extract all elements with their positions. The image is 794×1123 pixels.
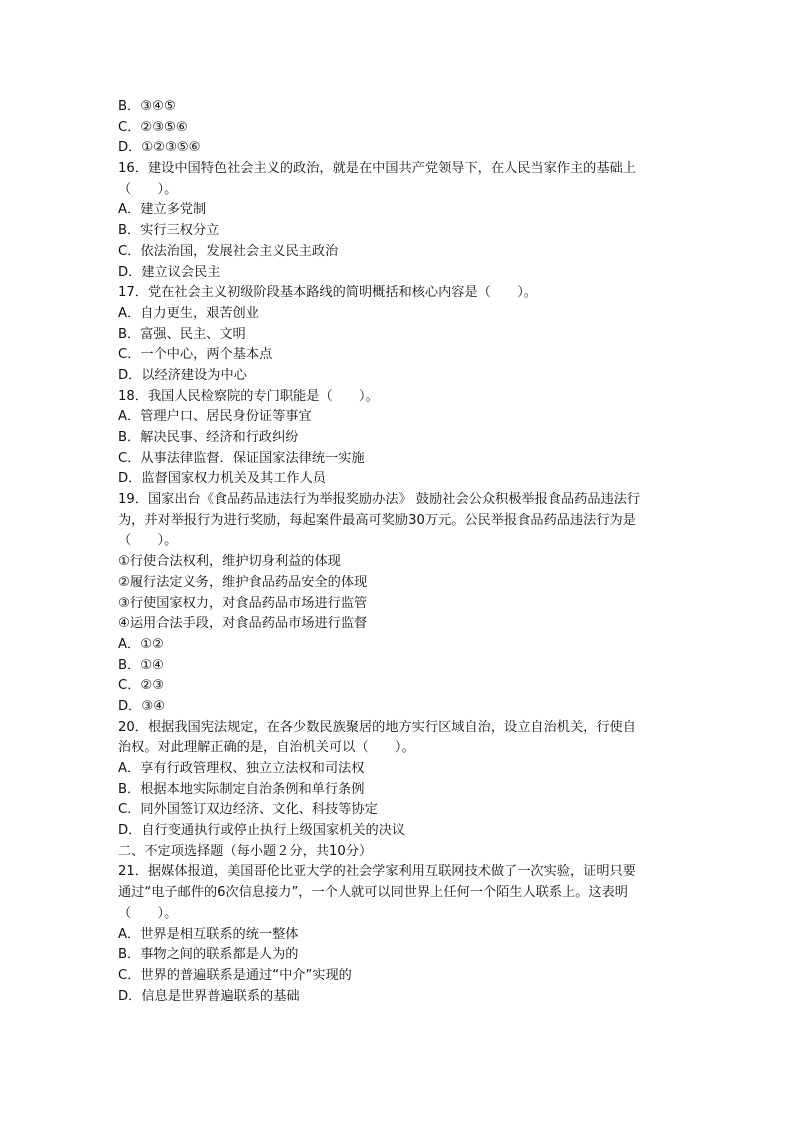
text-line: C．同外国签订双边经济、文化、科技等协定	[118, 802, 378, 818]
text-line: B．根据本地实际制定自治条例和单行条例	[118, 781, 365, 797]
text-line: B．实行三权分立	[118, 223, 220, 239]
text-line: 17．党在社会主义初级阶段基本路线的简明概括和核心内容是（ ）。	[118, 285, 537, 301]
text-line: （ ）。	[118, 181, 178, 197]
text-line: B．解决民事、经济和行政纠纷	[118, 430, 299, 445]
text-line: C．②③	[118, 678, 165, 694]
text-line: ①行使合法权利，维护切身利益的体现	[118, 554, 341, 570]
text-line: （ ）。	[118, 533, 178, 549]
text-line: D．①②③⑤⑥	[118, 140, 201, 156]
text-line: D．自行变通执行或停止执行上级国家机关的决议	[118, 823, 406, 839]
text-line: A．建立多党制	[118, 202, 207, 218]
text-line: C．世界的普遍联系是通过“中介”实现的	[118, 967, 352, 983]
text-line: B．富强、民主、文明	[118, 326, 246, 342]
text-line: B．①④	[118, 657, 164, 673]
text-line: 为，并对举报行为进行奖励，每起案件最高可奖励30万元。公民举报食品药品违法行为是	[118, 512, 636, 528]
text-line: B．事物之间的联系都是人为的	[118, 947, 299, 963]
text-line: C．一个中心，两个基本点	[118, 347, 273, 363]
text-line: 通过“电子邮件的6次信息接力”，一个人就可以同世界上任何一个陌生人联系上。这表明	[118, 885, 628, 901]
text-line: B．③④⑤	[118, 99, 176, 114]
text-line: C．依法治国，发展社会主义民主政治	[118, 243, 339, 259]
text-line: 21．据媒体报道，美国哥伦比亚大学的社会学家利用互联网技术做了一次实验，证明只要	[118, 864, 636, 880]
text-line: D．建立议会民主	[118, 264, 221, 280]
text-line: A．享有行政管理权、独立立法权和司法权	[118, 761, 365, 776]
text-line: D．监督国家权力机关及其工作人员	[118, 471, 326, 487]
text-line: ④运用合法手段，对食品药品市场进行监督	[118, 616, 368, 632]
text-line: （ ）。	[118, 905, 178, 921]
text-line: 二、不定项选择题（每小题２分，共10分）	[118, 843, 373, 859]
text-line: 治权。对此理解正确的是，自治机关可以（ ）。	[118, 740, 415, 756]
text-line: 19．国家出台《食品药品违法行为举报奖励办法》 鼓励社会公众积极举报食品药品违法行	[118, 492, 641, 508]
text-line: A．管理户口、居民身份证等事宜	[118, 409, 312, 425]
text-line: 18．我国人民检察院的专门职能是（ ）。	[118, 388, 379, 404]
text-line: D．信息是世界普遍联系的基础	[118, 988, 300, 1004]
text-line: 20．根据我国宪法规定，在各少数民族聚居的地方实行区域自治，设立自治机关，行使自	[118, 719, 636, 735]
text-line: C．②③⑤⑥	[118, 119, 188, 135]
text-line: ③行使国家权力，对食品药品市场进行监管	[118, 595, 368, 611]
text-line: C．从事法律监督．保证国家法律统一实施	[118, 450, 365, 466]
text-line: 16．建设中国特色社会主义的政治，就是在中国共产党领导下，在人民当家作主的基础上	[118, 161, 636, 177]
text-line: A．世界是相互联系的统一整体	[118, 926, 299, 942]
text-line: A．自力更生，艰苦创业	[118, 305, 259, 321]
text-line: A．①②	[118, 636, 164, 652]
document-body	[118, 97, 678, 1007]
text-line: D．③④	[118, 698, 165, 714]
text-line: D．以经济建设为中心	[118, 367, 247, 383]
text-line: ②履行法定义务，维护食品药品安全的体现	[118, 574, 368, 590]
